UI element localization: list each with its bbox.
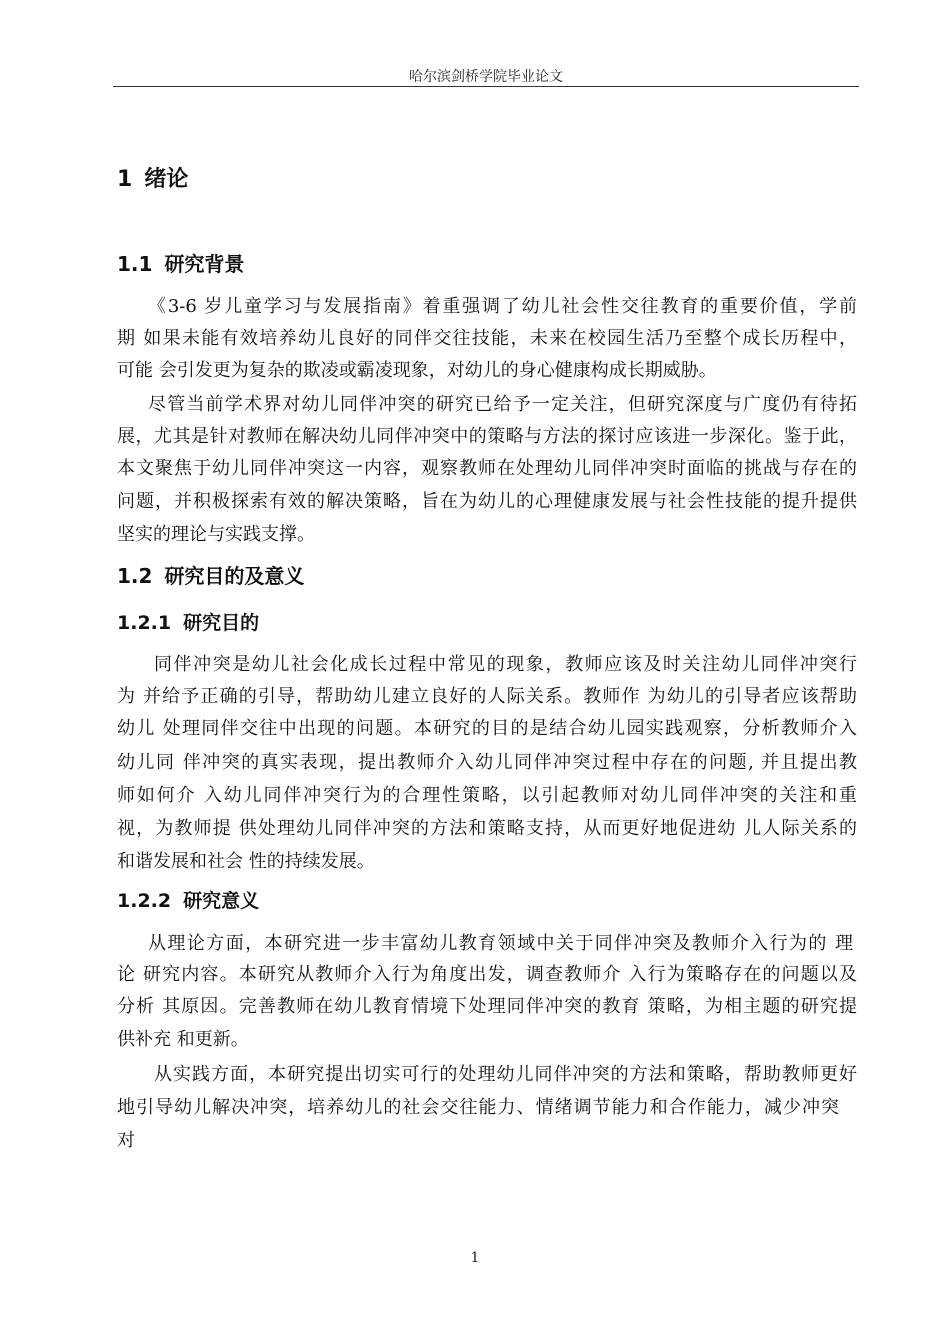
section-heading-1-1 (117, 248, 244, 277)
paragraph-4-line-1: 从理论方面，本研究进一步丰富幼儿教育领域中关于同伴冲突及教师介入行为的 理 (148, 933, 853, 954)
paragraph-4-line-4: 供补充 和更新。 (117, 1029, 249, 1050)
subsection-title: 研究意义 (183, 890, 260, 912)
paragraph-5-line-3: 对 (117, 1130, 135, 1151)
paragraph-5-line-1: 从实践方面，本研究提出切实可行的处理幼儿同伴冲突的方法和策略，帮助教师更好 (154, 1064, 857, 1085)
section-number: 1.2 (117, 564, 153, 588)
section-heading-1-2 (117, 560, 304, 589)
subsection-number: 1.2.2 (117, 890, 172, 912)
chapter-heading (117, 162, 188, 193)
header-rule (113, 86, 859, 87)
paragraph-2-line-3: 本文聚焦于幼儿同伴冲突这一内容，观察教师在处理幼儿同伴冲突时面临的挑战与存在的 (117, 458, 857, 479)
paragraph-4-line-2: 论 研究内容。本研究从教师介入行为角度出发，调查教师介 入行为策略存在的问题以及 (117, 964, 857, 985)
paragraph-3-line-6: 视，为教师提 供处理幼儿同伴冲突的方法和策略支持，从而更好地促进幼 儿人际关系的 (117, 818, 857, 839)
paragraph-3-line-3: 幼儿 处理同伴交往中出现的问题。本研究的目的是结合幼儿园实践观察，分析教师介入 (117, 718, 857, 739)
paragraph-3-line-2: 为 并给予正确的引导，帮助幼儿建立良好的人际关系。教师作 为幼儿的引导者应该帮助 (117, 686, 857, 707)
paragraph-5-line-2: 地引导幼儿解决冲突，培养幼儿的社会交往能力、情绪调节能力和合作能力，减少冲突 (117, 1097, 839, 1118)
subsection-title: 研究目的 (183, 612, 260, 634)
paragraph-4-line-3: 分析 其原因。完善教师在幼儿教育情境下处理同伴冲突的教育 策略，为相主题的研究提 (117, 996, 857, 1017)
page-number: 1 (470, 1250, 480, 1266)
subsection-number: 1.2.1 (117, 612, 172, 634)
paragraph-2-line-2: 展，尤其是针对教师在解决幼儿同伴冲突中的策略与方法的探讨应该进一步深化。鉴于此， (117, 426, 857, 447)
section-number: 1.1 (117, 252, 153, 276)
paragraph-1-line-1: 《3-6 岁儿童学习与发展指南》着重强调了幼儿社会性交往教育的重要价值，学前 (148, 296, 857, 317)
paragraph-1-line-3: 可能 会引发更为复杂的欺凌或霸凌现象，对幼儿的身心健康构成长期威胁。 (117, 360, 717, 381)
paragraph-2-line-1: 尽管当前学术界对幼儿同伴冲突的研究已给予一定关注，但研究深度与广度仍有待拓 (148, 394, 857, 415)
paragraph-3-line-1: 同伴冲突是幼儿社会化成长过程中常见的现象，教师应该及时关注幼儿同伴冲突行 (154, 654, 857, 675)
subsection-heading-1-2-2 (117, 886, 259, 913)
paragraph-3-line-5: 师如何介 入幼儿同伴冲突行为的合理性策略，以引起教师对幼儿同伴冲突的关注和重 (117, 785, 857, 806)
paragraph-2-line-5: 坚实的理论与实践支撑。 (117, 524, 315, 545)
paragraph-3-line-4: 幼儿同 伴冲突的真实表现，提出教师介入幼儿同伴冲突过程中存在的问题, 并且提出教 (117, 752, 857, 773)
running-header: 哈尔滨剑桥学院毕业论文 (409, 69, 563, 85)
paragraph-1-line-2: 期 如果未能有效培养幼儿良好的同伴交往技能，未来在校园生活乃至整个成长历程中， (117, 328, 857, 349)
subsection-heading-1-2-1 (117, 608, 259, 635)
section-title: 研究背景 (164, 252, 245, 276)
chapter-number: 1 (117, 167, 133, 192)
paragraph-3-line-7: 和谐发展和社会 性的持续发展。 (117, 851, 375, 872)
section-title: 研究目的及意义 (164, 564, 305, 588)
paragraph-2-line-4: 问题，并积极探索有效的解决策略，旨在为幼儿的心理健康发展与社会性技能的提升提供 (117, 491, 857, 512)
chapter-title: 绪论 (144, 167, 189, 192)
